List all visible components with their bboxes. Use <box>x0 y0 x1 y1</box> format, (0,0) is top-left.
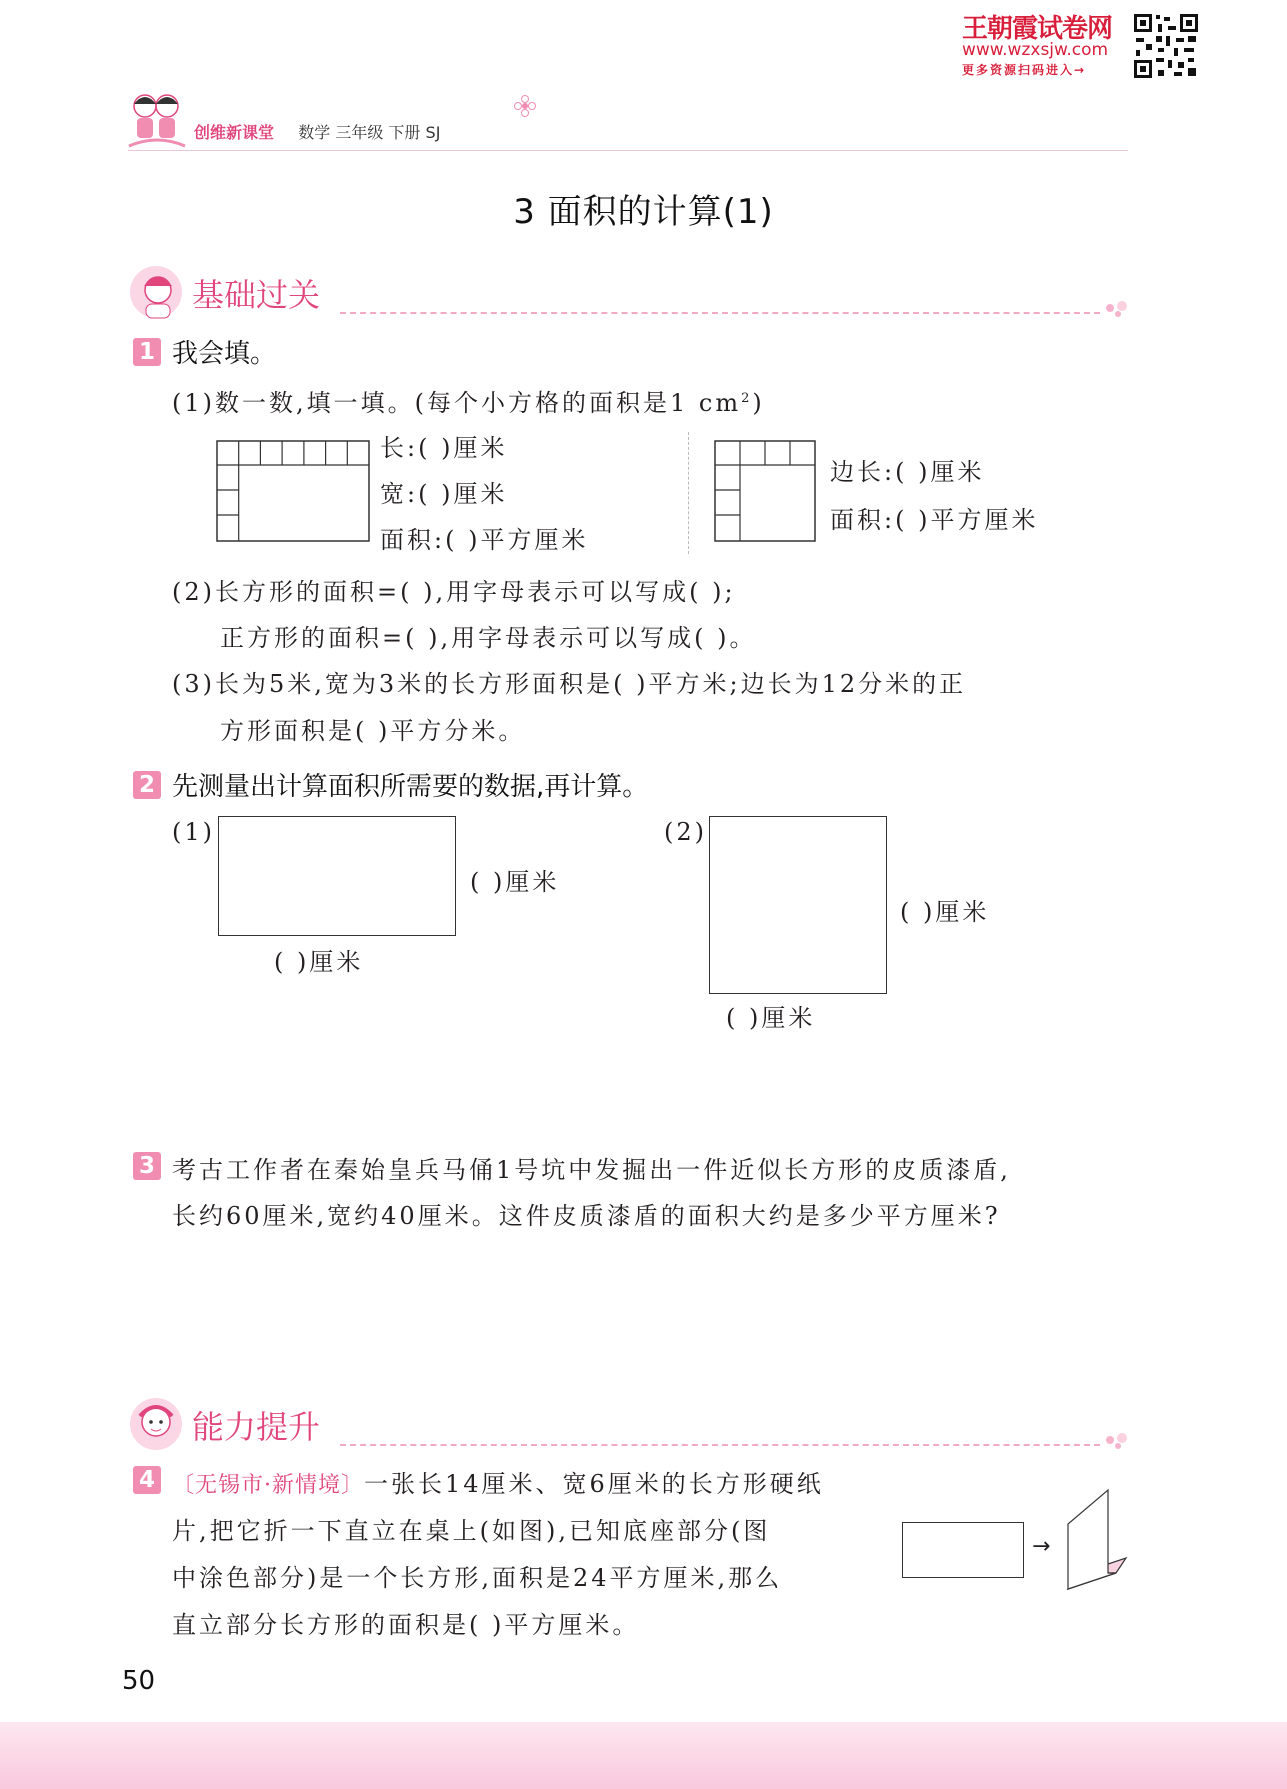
fig2-label: (2) <box>664 818 707 846</box>
square-side-blank[interactable]: 边长:( )厘米 <box>830 458 985 486</box>
q1-part1-close: ) <box>752 389 765 417</box>
student-avatar-icon <box>128 1396 184 1452</box>
measure-square <box>709 816 887 994</box>
q1-part3-line2[interactable]: 方形面积是( )平方分米。 <box>220 717 526 745</box>
fig1-label: (1) <box>172 818 215 846</box>
bottom-decor-band <box>0 1722 1287 1789</box>
series-edition: SJ <box>425 123 441 142</box>
q1-part3-line1[interactable]: (3)长为5米,宽为3米的长方形面积是( )平方米;边长为12分米的正 <box>172 670 967 698</box>
q3-line1: 考古工作者在秦始皇兵马俑1号坑中发掘出一件近似长方形的皮质漆盾, <box>172 1156 1011 1184</box>
series-term: 下册 <box>388 123 421 142</box>
series-grade: 三年级 <box>335 123 384 142</box>
q4-line4[interactable]: 直立部分长方形的面积是( )平方厘米。 <box>172 1611 640 1639</box>
q1-part1-intro <box>172 383 765 418</box>
brand-name: 王朝霞试卷网 <box>962 14 1113 44</box>
measure-rectangle <box>218 816 456 936</box>
q1-part1-superscript: 2 <box>741 391 753 406</box>
fig2-right-blank[interactable]: ( )厘米 <box>900 898 990 926</box>
arrow-icon: → <box>1032 1534 1051 1559</box>
q4-line2: 片,把它折一下直立在桌上(如图),已知底座部分(图 <box>172 1517 771 1545</box>
square-area-blank[interactable]: 面积:( )平方厘米 <box>830 506 1039 534</box>
q2-number-badge: 2 <box>133 771 161 799</box>
rectangle-grid-figure <box>216 440 370 542</box>
q1-number-badge: 1 <box>133 338 161 366</box>
q4-line1-text: 一张长14厘米、宽6厘米的长方形硬纸 <box>364 1470 824 1498</box>
section-advanced-title: 能力提升 <box>192 1408 321 1446</box>
folded-card-figure <box>1060 1484 1130 1594</box>
page-title: 3 面积的计算(1) <box>513 192 774 232</box>
q4-line1 <box>172 1464 824 1499</box>
fig2-bottom-blank[interactable]: ( )厘米 <box>726 1004 816 1032</box>
flat-card-figure <box>902 1522 1024 1578</box>
q4-number-badge: 4 <box>133 1466 161 1494</box>
fig1-right-blank[interactable]: ( )厘米 <box>470 868 560 896</box>
q1-part2-line2[interactable]: 正方形的面积=( ),用字母表示可以写成( )。 <box>220 624 757 652</box>
section-advanced-divider <box>340 1444 1100 1446</box>
brand-tip: 更多资源扫码进入→ <box>962 63 1087 77</box>
q1-heading: 我会填。 <box>172 339 277 369</box>
q1-part2-line1[interactable]: (2)长方形的面积=( ),用字母表示可以写成( ); <box>172 578 736 606</box>
dots-deco-icon <box>1104 1430 1132 1450</box>
rect-width-blank[interactable]: 宽:( )厘米 <box>380 480 508 508</box>
q2-heading: 先测量出计算面积所需要的数据,再计算。 <box>172 772 649 802</box>
section-basic-divider <box>340 312 1100 314</box>
figures-divider <box>688 432 689 554</box>
q1-part1-text: (1)数一数,填一填。(每个小方格的面积是1 cm <box>172 389 742 417</box>
page-number: 50 <box>122 1666 156 1696</box>
q3-line2: 长约60厘米,宽约40厘米。这件皮质漆盾的面积大约是多少平方厘米? <box>172 1202 1001 1230</box>
q4-source-tag: 〔无锡市·新情境〕 <box>172 1473 364 1498</box>
teacher-avatar-icon <box>128 264 184 320</box>
header-divider <box>128 150 1128 151</box>
kids-mascot-icon <box>125 88 189 152</box>
series-header <box>194 120 440 143</box>
q3-number-badge: 3 <box>133 1152 161 1180</box>
fig1-bottom-blank[interactable]: ( )厘米 <box>274 948 364 976</box>
section-basic-title: 基础过关 <box>192 276 321 314</box>
q4-line3: 中涂色部分)是一个长方形,面积是24平方厘米,那么 <box>172 1564 783 1592</box>
rect-length-blank[interactable]: 长:( )厘米 <box>380 434 508 462</box>
flower-deco-icon <box>513 94 537 118</box>
series-subject: 数学 <box>298 123 331 142</box>
series-name: 创维新课堂 <box>194 123 275 142</box>
rect-area-blank[interactable]: 面积:( )平方厘米 <box>380 526 589 554</box>
dots-deco-icon <box>1104 298 1132 318</box>
qr-code-icon[interactable] <box>1132 12 1200 80</box>
brand-url[interactable]: www.wzxsjw.com <box>962 40 1109 60</box>
square-grid-figure <box>714 440 816 542</box>
